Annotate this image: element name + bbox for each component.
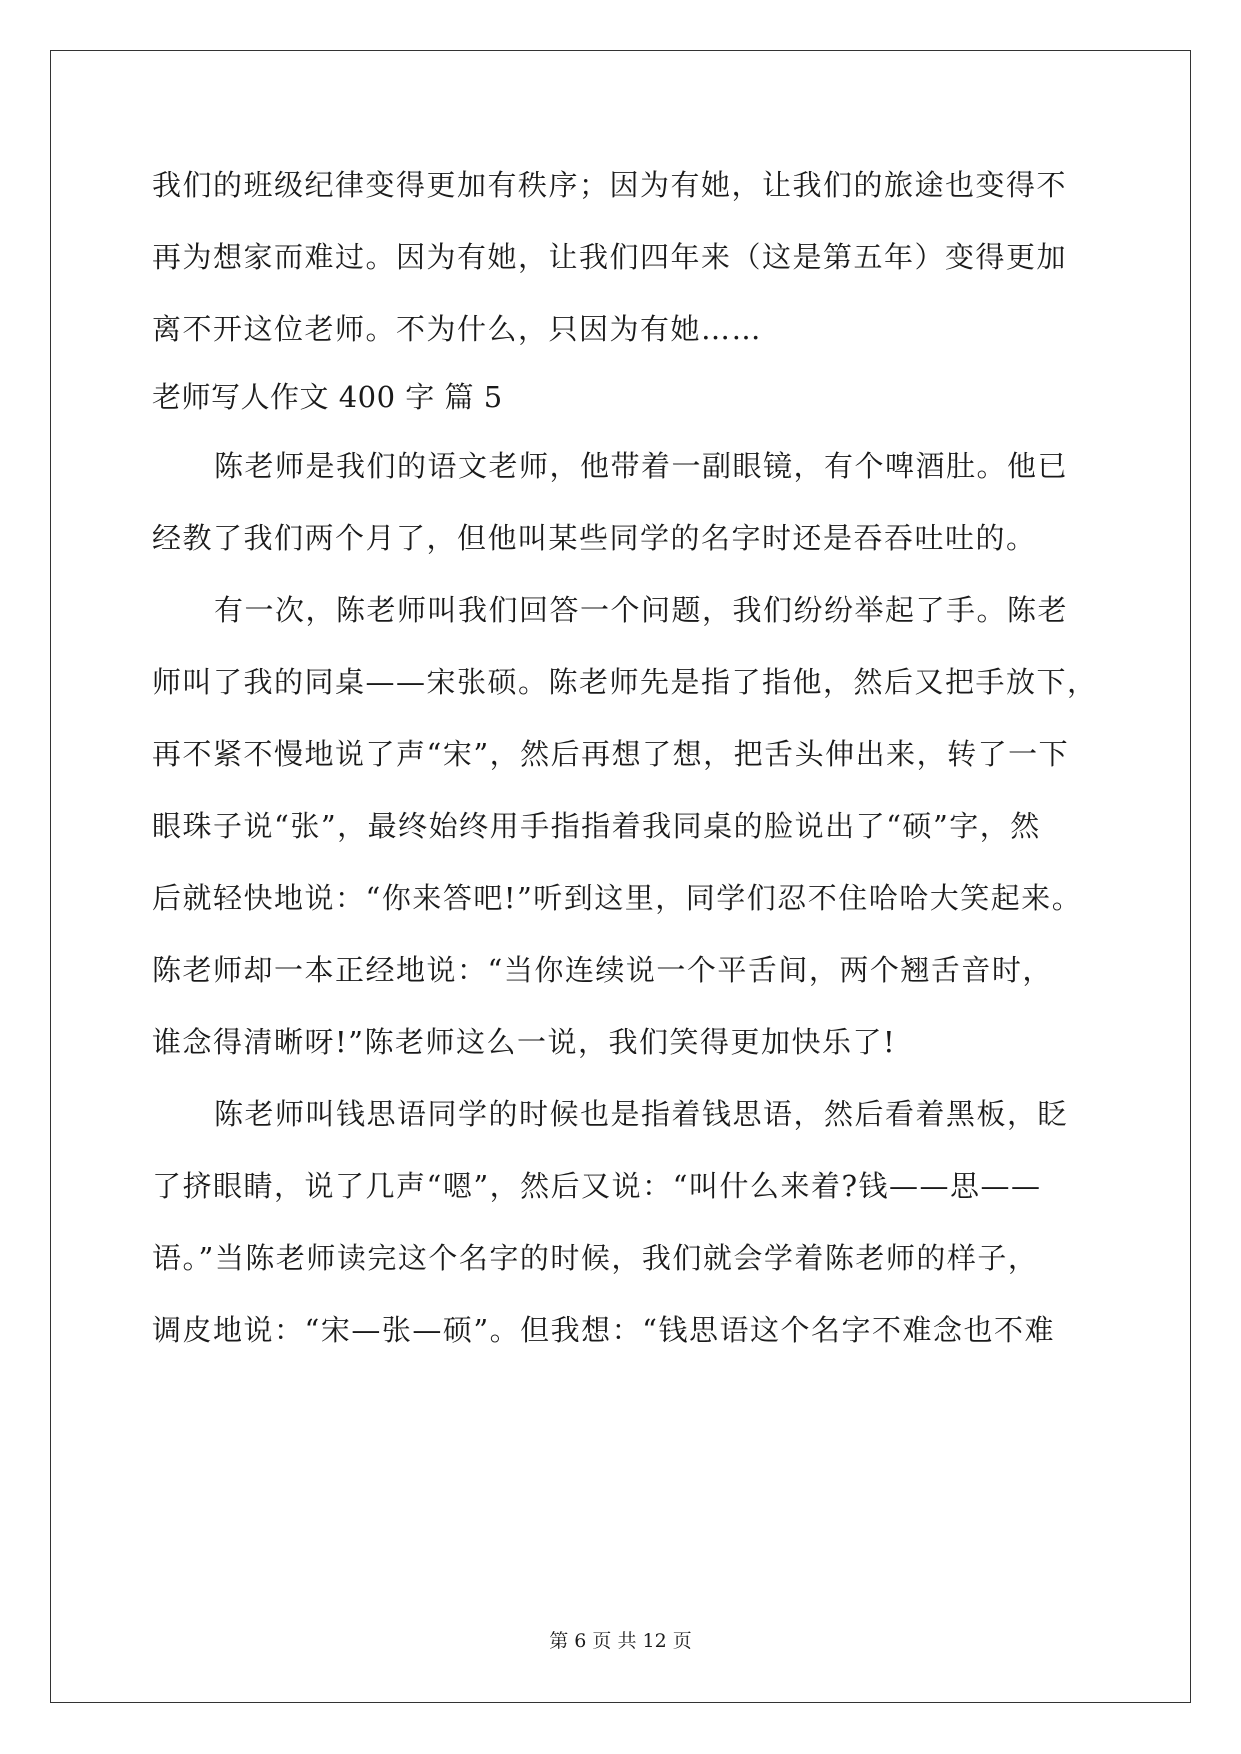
text-line-15: 了挤眼睛，说了几声“嗯”，然后又说：“叫什么来着?钱——思—— (152, 1169, 1042, 1203)
text-line-5: 陈老师是我们的语文老师，他带着一副眼镜，有个啤酒肚。他已 (214, 449, 1069, 483)
text-line-8: 师叫了我的同桌——宋张硕。陈老师先是指了指他，然后又把手放下， (152, 665, 1098, 699)
text-line-17: 调皮地说：“宋—张—硕”。但我想：“钱思语这个名字不难念也不难 (152, 1313, 1055, 1347)
text-line-1: 我们的班级纪律变得更加有秩序；因为有她，让我们的旅途也变得不 (152, 168, 1068, 202)
text-line-12: 陈老师却一本正经地说：“当你连续说一个平舌间，两个翘舌音时， (152, 953, 1053, 987)
text-line-11: 后就轻快地说：“你来答吧!”听到这里，同学们忍不住哈哈大笑起来。 (152, 881, 1083, 915)
text-line-9: 再不紧不慢地说了声“宋”，然后再想了想，把舌头伸出来，转了一下 (152, 737, 1070, 771)
text-line-2: 再为想家而难过。因为有她，让我们四年来（这是第五年）变得更加 (152, 240, 1068, 274)
text-line-6: 经教了我们两个月了，但他叫某些同学的名字时还是吞吞吐吐的。 (152, 521, 1037, 555)
text-line-10: 眼珠子说“张”，最终始终用手指指着我同桌的脸说出了“硕”字，然 (152, 809, 1041, 843)
text-line-16: 语。”当陈老师读完这个名字的时候，我们就会学着陈老师的样子， (152, 1241, 1039, 1275)
text-line-14: 陈老师叫钱思语同学的时候也是指着钱思语，然后看着黑板，眨 (214, 1097, 1069, 1131)
section-heading: 老师写人作文 400 字 篇 5 (152, 380, 503, 414)
text-line-13: 谁念得清晰呀!”陈老师这么一说，我们笑得更加快乐了! (152, 1025, 897, 1059)
page-number: 第 6 页 共 12 页 (549, 1630, 692, 1652)
text-line-3: 离不开这位老师。不为什么，只因为有她…… (152, 312, 763, 346)
text-line-7: 有一次，陈老师叫我们回答一个问题，我们纷纷举起了手。陈老 (214, 593, 1069, 627)
